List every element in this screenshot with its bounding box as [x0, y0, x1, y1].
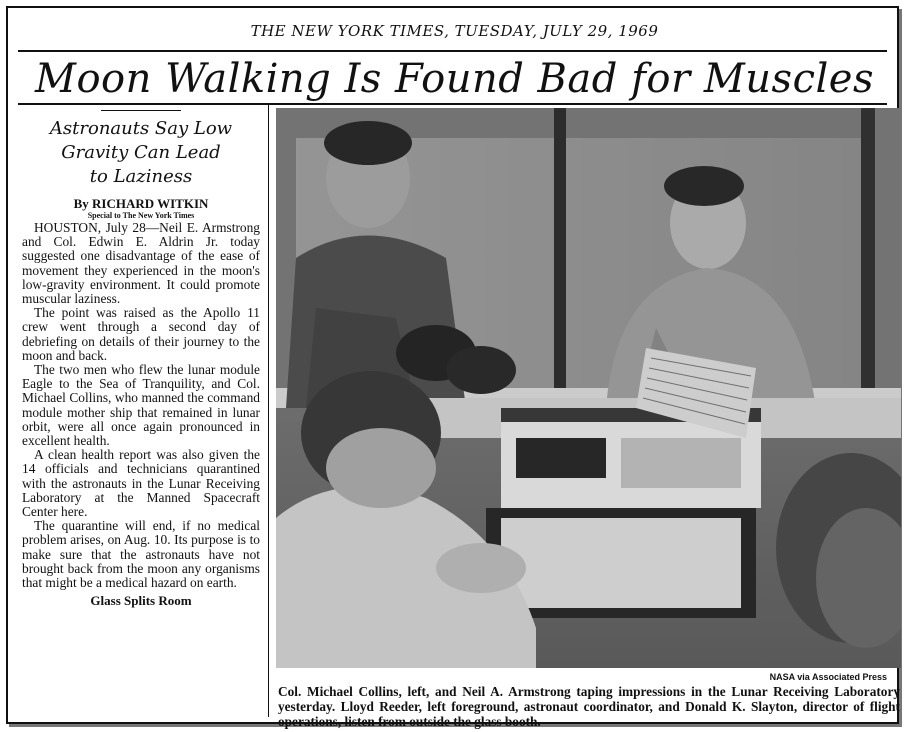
article-paragraph: HOUSTON, July 28—Neil E. Armstrong and Col. Edwin E. Aldrin Jr. today suggested one disadvantage of the ease of movement they experienced in the moon's low-gravity environment. It could promote muscular laziness.	[22, 220, 260, 307]
photo-illustration	[276, 108, 901, 668]
byline: By RICHARD WITKIN	[73, 196, 209, 211]
article-column	[22, 108, 260, 609]
newspaper-clipping	[6, 6, 900, 729]
article-paragraph: The quarantine will end, if no medical problem arises, on Aug. 10. Its purpose is to make sure that the astronauts have not brought back from the moon any organisms that might be a medical hazard on earth.	[22, 518, 260, 591]
masthead-dateline: THE NEW YORK TIMES, TUESDAY, JULY 29, 1969	[250, 22, 659, 40]
headline-rule	[18, 103, 887, 105]
subhead-rule	[101, 110, 181, 111]
headline: Moon Walking Is Found Bad for Muscles	[35, 56, 874, 102]
crosshead: Glass Splits Room	[90, 593, 192, 609]
column-rule	[268, 105, 269, 717]
news-photo	[276, 108, 901, 668]
article-paragraph: The two men who flew the lunar module Eagle to the Sea of Tranquility, and Col. Michael Collins, who manned the command module mother ship that remained in lunar orbit, were all once again pronounced in excellent health.	[22, 362, 260, 449]
subhead	[22, 117, 260, 189]
subhead-line: to Laziness	[89, 166, 193, 187]
top-rule	[18, 50, 887, 52]
article-paragraph: A clean health report was also given the 14 officials and technicians quarantined with the astronauts in the Lunar Receiving Laboratory at the Manned Spacecraft Center here.	[22, 447, 260, 520]
article-paragraph: The point was raised as the Apollo 11 crew went through a second day of debriefing on details of their journey to the moon and back.	[22, 305, 260, 363]
photo-credit: NASA via Associated Press	[769, 672, 887, 682]
subhead-line: Gravity Can Lead	[61, 142, 221, 163]
byline-special: Special to The New York Times	[87, 211, 195, 220]
subhead-line: Astronauts Say Low	[49, 118, 233, 139]
photo-caption: Col. Michael Collins, left, and Neil A. Armstrong taping impressions in the Lunar Receiving Laboratory yesterday. Lloyd Reeder, left foreground, astronaut coordinator, and Donald K. Slayton, director of flight operations, listen from outside the glass booth.	[278, 684, 900, 729]
